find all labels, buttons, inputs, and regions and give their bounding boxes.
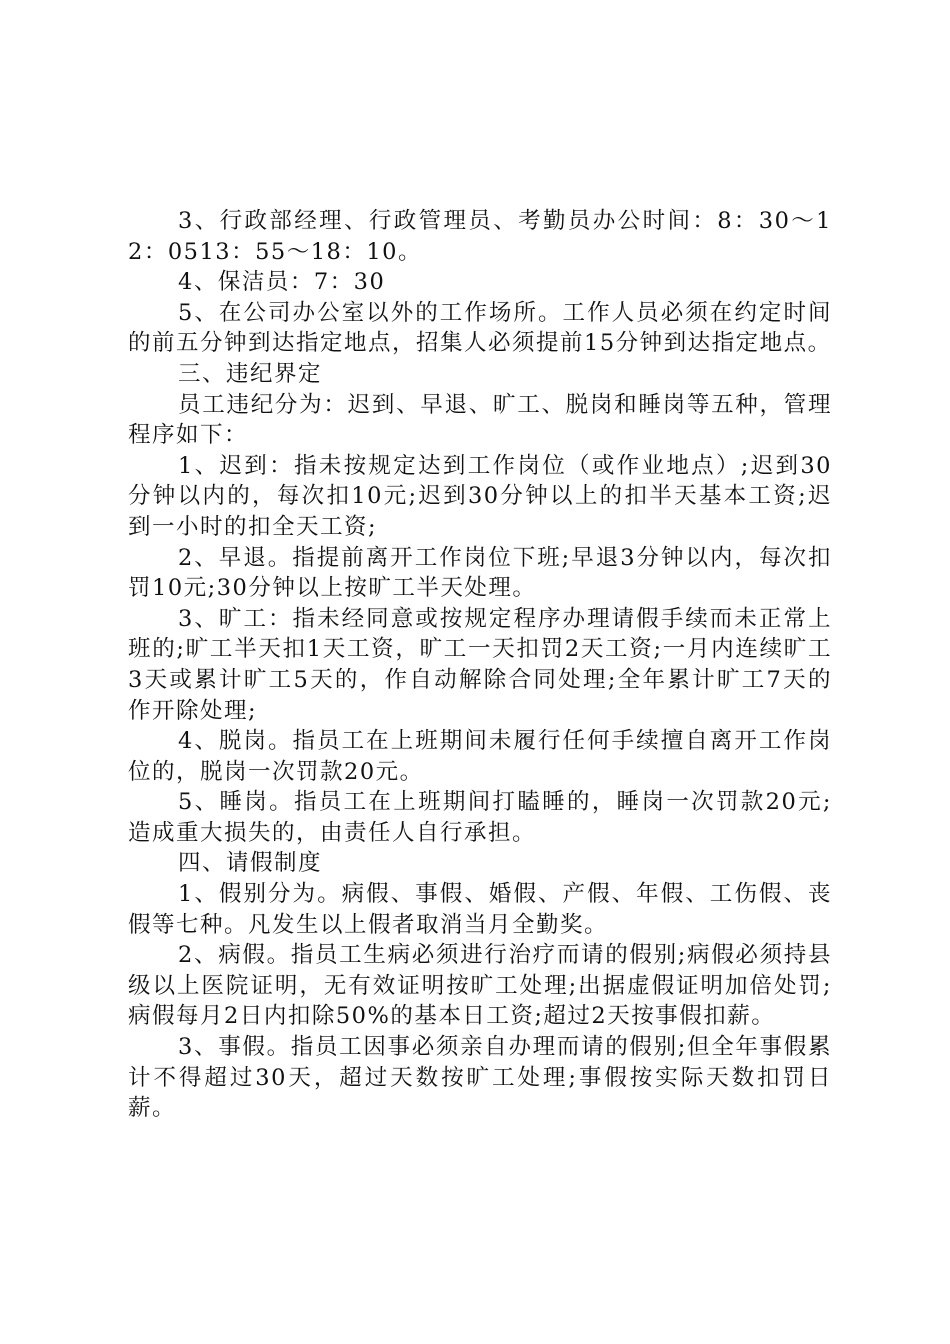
paragraph-absenteeism: 3、旷工：指未经同意或按规定程序办理请假手续而未正常上班的;旷工半天扣1天工资，旷工一天扣罚2天工资;一月内连续旷工3天或累计旷工5天的，作自动解除合同处理;全年累计旷工7天的作开除处理; — [128, 605, 832, 724]
paragraph-sleeping-on-duty: 5、睡岗。指员工在上班期间打瞌睡的，睡岗一次罚款20元;造成重大损失的，由责任人自行承担。 — [128, 789, 832, 846]
paragraph-leave-types: 1、假别分为。病假、事假、婚假、产假、年假、工伤假、丧假等七种。凡发生以上假者取消当月全勤奖。 — [128, 881, 832, 938]
paragraph-cleaner-hours: 4、保洁员：7：30 — [178, 269, 386, 296]
section-heading-leave-policy: 四、请假制度 — [178, 850, 323, 877]
paragraph-office-hours: 3、行政部经理、行政管理员、考勤员办公时间：8：30～12：0513：55～18：10。 — [128, 208, 832, 265]
paragraph-discipline-intro: 员工违纪分为：迟到、早退、旷工、脱岗和睡岗等五种，管理程序如下： — [128, 391, 832, 449]
paragraph-personal-leave: 3、事假。指员工因事必须亲自办理而请的假别;但全年事假累计不得超过30天，超过天数按旷工处理;事假按实际天数扣罚日薪。 — [128, 1034, 832, 1122]
paragraph-late: 1、迟到：指未按规定达到工作岗位（或作业地点）;迟到30分钟以内的，每次扣10元;迟到30分钟以上的扣半天基本工资;迟到一小时的扣全天工资; — [128, 452, 832, 540]
document-body — [128, 206, 832, 1124]
paragraph-offsite-rules: 5、在公司办公室以外的工作场所。工作人员必须在约定时间的前五分钟到达指定地点，招集人必须提前15分钟到达指定地点。 — [128, 299, 832, 357]
section-heading-discipline: 三、违纪界定 — [178, 360, 323, 387]
paragraph-early-leave: 2、早退。指提前离开工作岗位下班;早退3分钟以内，每次扣罚10元;30分钟以上按旷工半天处理。 — [128, 544, 832, 602]
paragraph-leaving-post: 4、脱岗。指员工在上班期间未履行任何手续擅自离开工作岗位的，脱岗一次罚款20元。 — [128, 728, 832, 785]
paragraph-sick-leave: 2、病假。指员工生病必须进行治疗而请的假别;病假必须持县级以上医院证明，无有效证明按旷工处理;出据虚假证明加倍处罚;病假每月2日内扣除50%的基本日工资;超过2天按事假扣薪。 — [128, 942, 832, 1030]
